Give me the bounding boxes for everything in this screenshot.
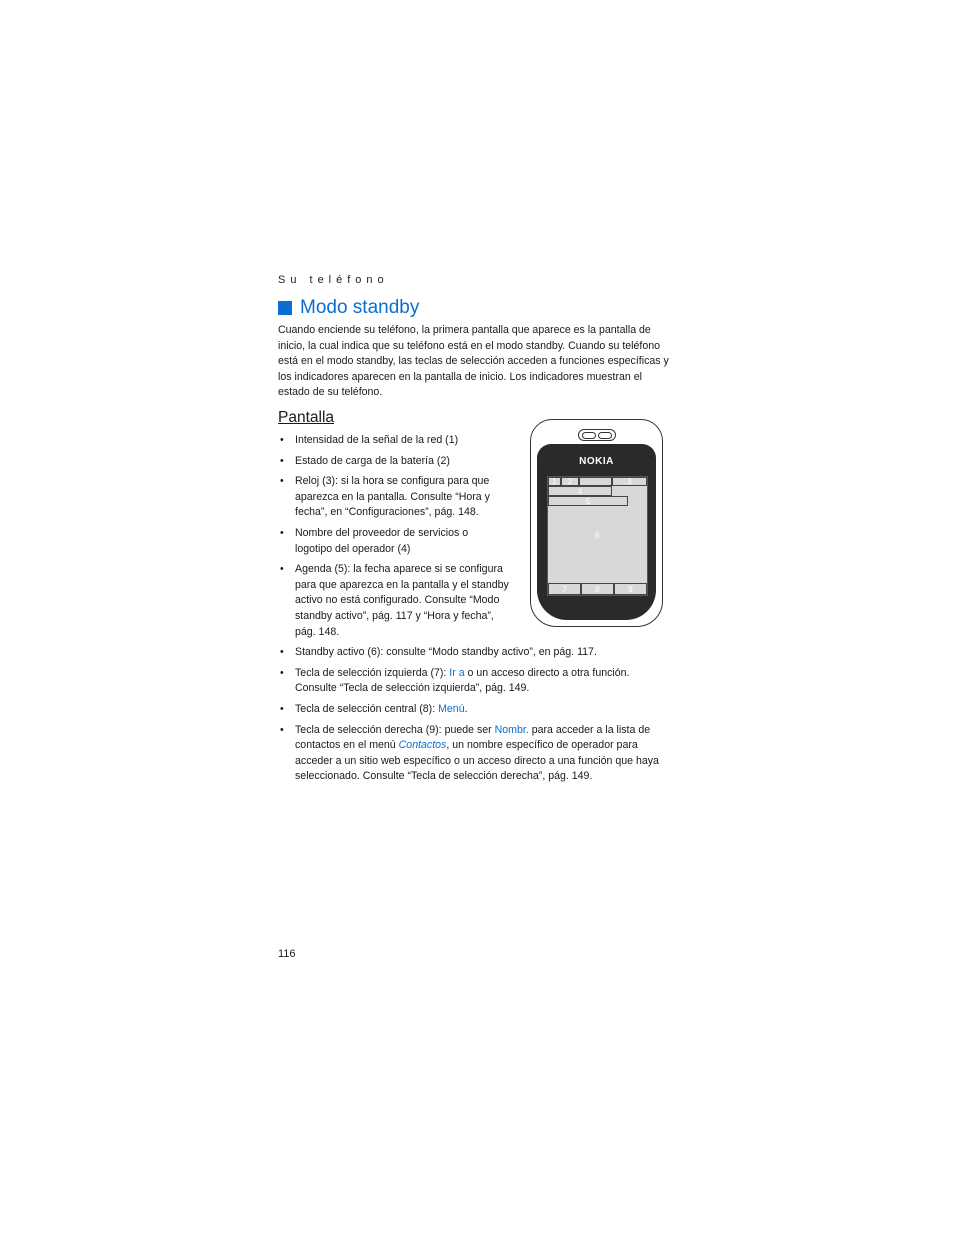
list-item: • Reloj (3): si la hora se configura para que aparezca en la pantalla. Consulte “Hora y fecha”, en “Configuraciones”, pág. 148. xyxy=(278,474,493,521)
item-text: Tecla de selección izquierda (7): xyxy=(295,666,450,679)
label-4: 4 xyxy=(577,486,583,496)
agenda-cell xyxy=(548,496,628,506)
keyword-contactos: Contactos xyxy=(398,739,447,752)
left-softkey-cell xyxy=(548,583,581,595)
clock-indicator-cell xyxy=(612,477,647,486)
label-8: 8 xyxy=(595,584,600,594)
keyword-menu: Menú xyxy=(438,702,465,715)
list-item xyxy=(278,723,670,785)
list-item: • Estado de carga de la batería (2) xyxy=(278,454,670,470)
label-5: 5 xyxy=(585,496,591,506)
item-text: . xyxy=(464,702,468,715)
page-number: 116 xyxy=(278,948,296,960)
list-item: • Intensidad de la señal de la red (1) xyxy=(278,433,670,449)
label-7: 7 xyxy=(562,584,567,594)
item-text: Tecla de selección central (8): xyxy=(295,702,439,715)
phone-body xyxy=(530,419,663,627)
item-text: o un acceso directo a otra función. Consulte “Tecla de selección izquierda”, pág. 149. xyxy=(295,666,630,695)
list-item: • Agenda (5): la fecha aparece si se configura para que aparezca en la pantalla y el standby activo no está configurado. Consulte “Modo standby activo”, pág. 117 y “Hora y fecha”, pág. 148. xyxy=(278,562,510,640)
label-1: 1 xyxy=(552,477,557,486)
battery-indicator-cell xyxy=(561,477,579,486)
signal-indicator-cell xyxy=(548,477,561,486)
item-text: para acceder a la lista de contactos en el menú xyxy=(295,723,651,752)
label-3: 3 xyxy=(627,477,632,486)
phone-face xyxy=(537,444,656,620)
list-item xyxy=(278,702,670,718)
operator-logo-cell xyxy=(548,486,612,496)
item-text: Tecla de selección derecha (9): puede ser xyxy=(295,723,495,736)
earpiece-icon xyxy=(578,429,616,441)
running-header: Su teléfono xyxy=(278,274,389,286)
phone-screen xyxy=(547,476,648,596)
label-2: 2 xyxy=(567,477,573,486)
label-9: 9 xyxy=(628,584,633,594)
right-softkey-cell xyxy=(614,583,647,595)
label-6: 6 xyxy=(595,531,600,540)
section-heading xyxy=(278,297,419,319)
keyword-nombr: Nombr. xyxy=(494,723,529,736)
heading-square-icon xyxy=(278,301,292,315)
keyword-ir-a: Ir a xyxy=(449,666,465,679)
center-softkey-cell xyxy=(581,583,614,595)
subheading-pantalla: Pantalla xyxy=(278,409,335,426)
list-item: • Nombre del proveedor de servicios o logotipo del operador (4) xyxy=(278,526,493,557)
intro-paragraph: Cuando enciende su teléfono, la primera pantalla que aparece es la pantalla de inicio, la cual indica que su teléfono está en el modo standby. Cuando su teléfono está en el modo standby, las teclas de selección acceden a funciones específicas y los indicadores aparecen en la pantalla de inicio. Los indicadores muestran el estado de su teléfono. xyxy=(278,324,669,399)
phone-illustration xyxy=(530,419,663,627)
brand-logo: NOKIA xyxy=(579,456,614,467)
section-title: Modo standby xyxy=(300,297,420,318)
top-spacer-cell xyxy=(579,477,612,486)
list-item: • Standby activo (6): consulte “Modo standby activo”, en pág. 117. xyxy=(278,645,670,661)
item-text: , un nombre específico de operador para acceder a un sitio web específico o un acceso directo a una función que haya seleccionado. Consulte “Tecla de selección derecha”, pág. 149. xyxy=(295,739,659,783)
list-item xyxy=(278,666,670,697)
